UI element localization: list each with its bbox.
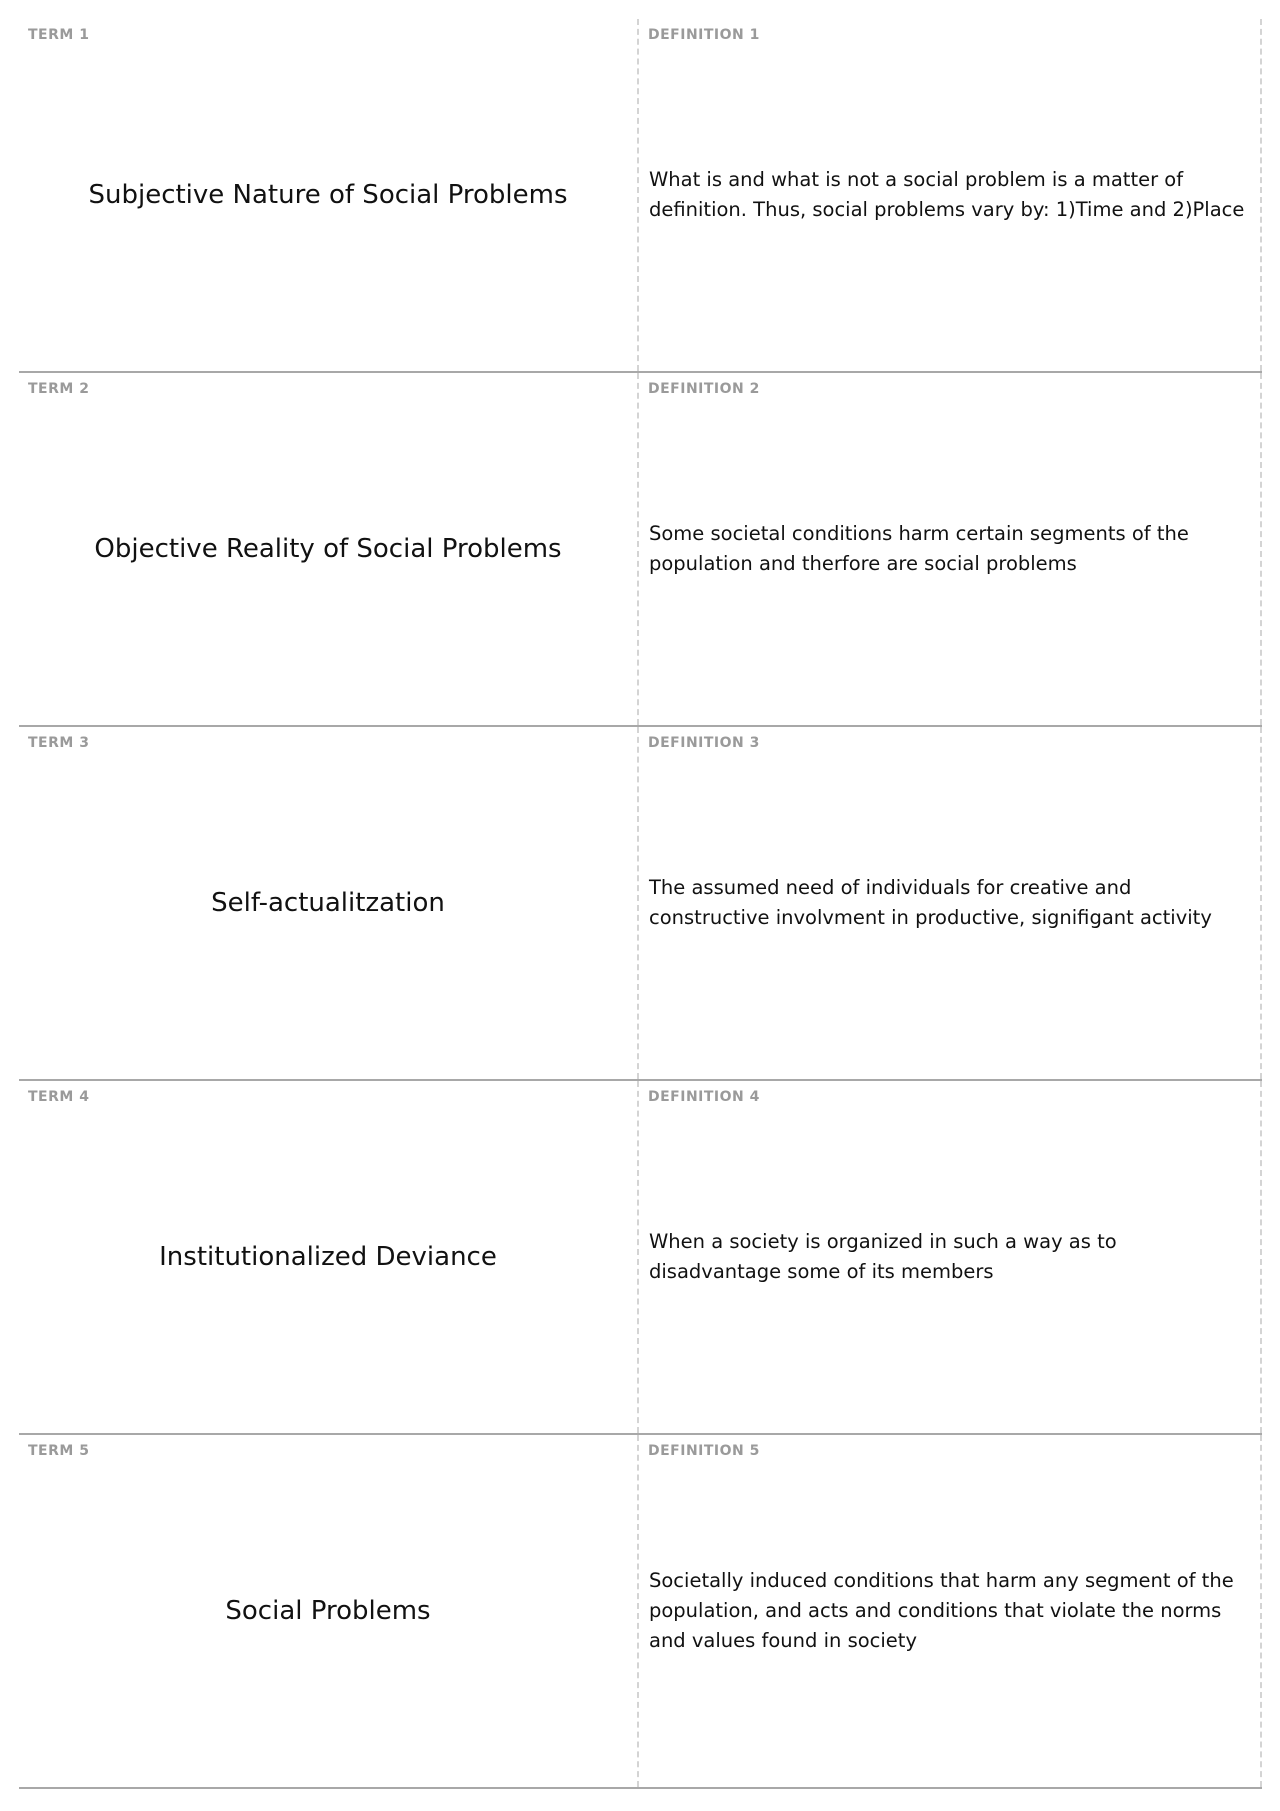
term-label: TERM 2 [28,381,90,397]
card-row [19,19,1262,373]
term-text: Institutionalized Deviance [159,1242,497,1272]
definition-label: DEFINITION 1 [648,27,760,43]
definition-label: DEFINITION 2 [648,381,760,397]
definition-cell [639,373,1262,725]
flashcard-sheet [19,19,1262,1789]
definition-text: The assumed need of individuals for creative and constructive involvment in productive, signifigant activity [649,876,1212,929]
term-text: Self-actualitzation [211,888,445,918]
definition-cell [639,19,1262,371]
term-label: TERM 5 [28,1443,90,1459]
term-cell [19,1081,639,1433]
definition-cell [639,1081,1262,1433]
term-cell [19,373,639,725]
term-cell [19,1435,639,1787]
term-cell [19,727,639,1079]
definition-text: Societally induced conditions that harm any segment of the population, and acts and conditions that violate the norms and values found in society [649,1569,1234,1652]
term-text: Objective Reality of Social Problems [94,534,562,564]
definition-label: DEFINITION 5 [648,1443,760,1459]
definition-cell [639,1435,1262,1787]
definition-text: What is and what is not a social problem is a matter of definition. Thus, social problems vary by: 1)Time and 2)Place [649,168,1245,221]
term-text: Social Problems [225,1596,431,1626]
card-row [19,373,1262,727]
term-cell [19,19,639,371]
definition-text: When a society is organized in such a way as to disadvantage some of its members [649,1230,1117,1283]
card-row [19,727,1262,1081]
term-label: TERM 1 [28,27,90,43]
definition-label: DEFINITION 4 [648,1089,760,1105]
card-row [19,1435,1262,1789]
card-row [19,1081,1262,1435]
definition-cell [639,727,1262,1079]
definition-label: DEFINITION 3 [648,735,760,751]
term-label: TERM 3 [28,735,90,751]
term-text: Subjective Nature of Social Problems [88,180,568,210]
term-label: TERM 4 [28,1089,90,1105]
definition-text: Some societal conditions harm certain segments of the population and therfore are social problems [649,522,1189,575]
